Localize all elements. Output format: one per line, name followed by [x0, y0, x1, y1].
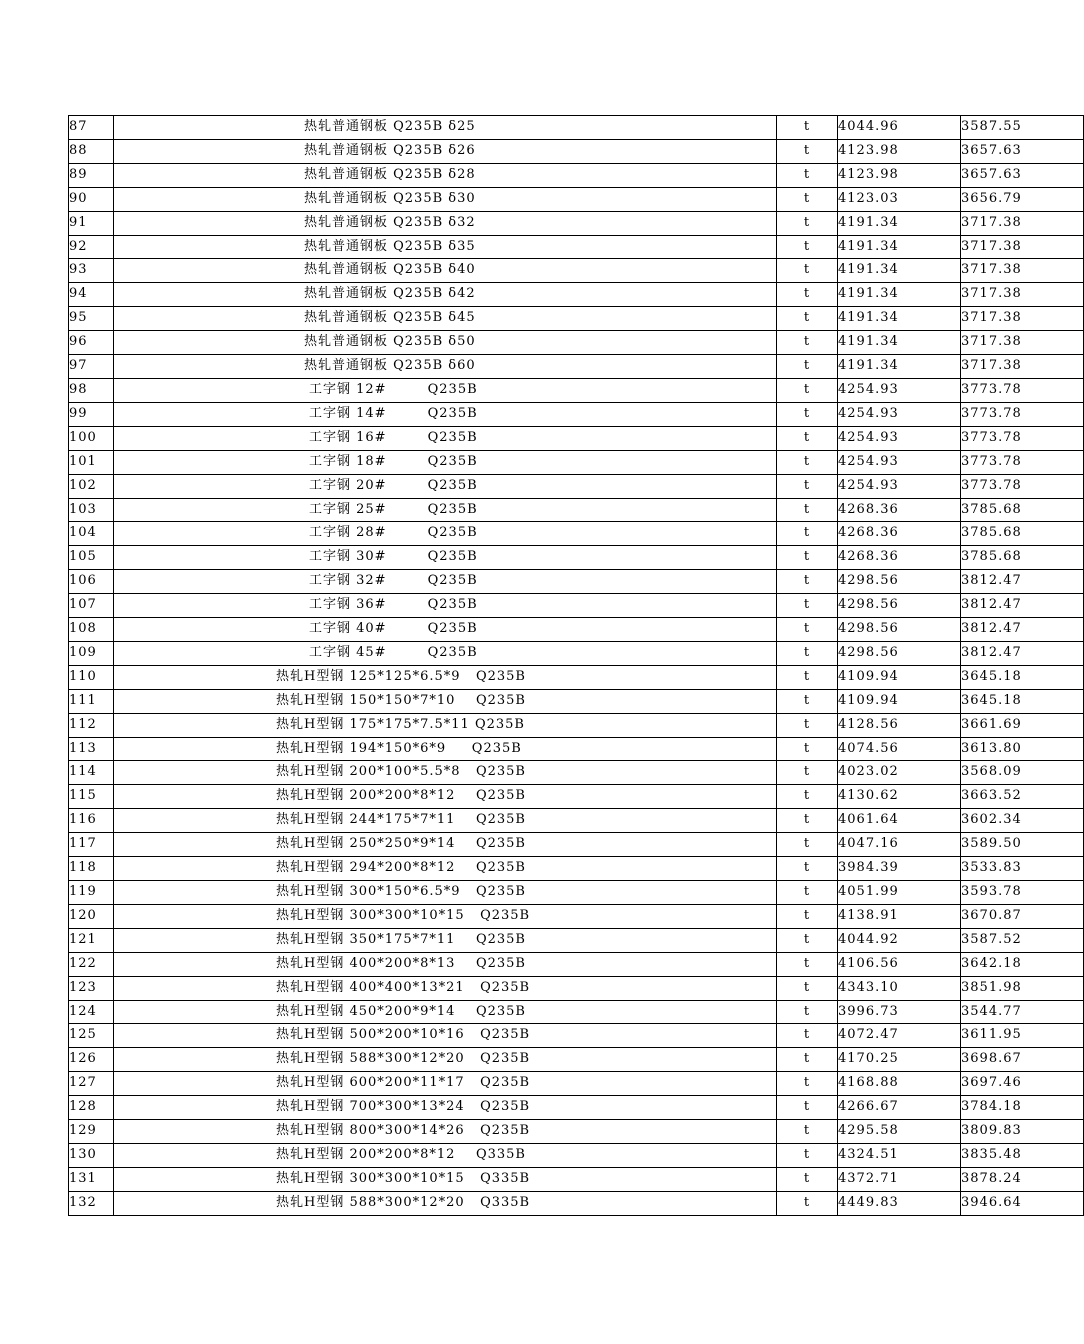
price-tax-included: 4268.36 [838, 498, 961, 522]
row-number: 130 [69, 1143, 114, 1167]
price-tax-included: 4343.10 [838, 976, 961, 1000]
price-tax-included: 4254.93 [838, 378, 961, 402]
unit: t [777, 737, 838, 761]
unit: t [777, 761, 838, 785]
price-tax-included: 4191.34 [838, 235, 961, 259]
price-tax-included: 4298.56 [838, 641, 961, 665]
price-tax-included: 4324.51 [838, 1143, 961, 1167]
price-tax-excluded: 3645.18 [961, 665, 1084, 689]
price-tax-excluded: 3785.68 [961, 498, 1084, 522]
table-row [69, 546, 1084, 570]
table-row [69, 881, 1084, 905]
row-number: 131 [69, 1167, 114, 1191]
price-tax-included: 4123.98 [838, 139, 961, 163]
material-name: 热轧H型钢 200*100*5.5*8 Q235B [114, 761, 777, 785]
row-number: 118 [69, 857, 114, 881]
row-number: 122 [69, 952, 114, 976]
price-tax-included: 4295.58 [838, 1120, 961, 1144]
unit: t [777, 450, 838, 474]
row-number: 109 [69, 641, 114, 665]
material-name: 热轧普通钢板 Q235B δ35 [114, 235, 777, 259]
table-row [69, 809, 1084, 833]
price-tax-excluded: 3602.34 [961, 809, 1084, 833]
row-number: 87 [69, 116, 114, 140]
table-row [69, 928, 1084, 952]
unit: t [777, 402, 838, 426]
unit: t [777, 498, 838, 522]
price-tax-included: 4044.96 [838, 116, 961, 140]
unit: t [777, 928, 838, 952]
table-row [69, 713, 1084, 737]
material-name: 热轧H型钢 194*150*6*9 Q235B [114, 737, 777, 761]
price-tax-included: 4191.34 [838, 211, 961, 235]
price-tax-included: 4061.64 [838, 809, 961, 833]
row-number: 120 [69, 904, 114, 928]
price-tax-excluded: 3717.38 [961, 355, 1084, 379]
price-tax-included: 4254.93 [838, 426, 961, 450]
material-name: 热轧普通钢板 Q235B δ25 [114, 116, 777, 140]
row-number: 121 [69, 928, 114, 952]
row-number: 128 [69, 1096, 114, 1120]
table-row [69, 426, 1084, 450]
table-row [69, 402, 1084, 426]
table-row [69, 187, 1084, 211]
table-row [69, 737, 1084, 761]
price-tax-excluded: 3657.63 [961, 139, 1084, 163]
row-number: 101 [69, 450, 114, 474]
material-name: 工字钢 45# Q235B [114, 641, 777, 665]
price-tax-excluded: 3533.83 [961, 857, 1084, 881]
row-number: 115 [69, 785, 114, 809]
price-tax-included: 4191.34 [838, 355, 961, 379]
table-row [69, 1167, 1084, 1191]
row-number: 88 [69, 139, 114, 163]
price-tax-excluded: 3946.64 [961, 1191, 1084, 1215]
price-tax-included: 4191.34 [838, 283, 961, 307]
price-tax-included: 4074.56 [838, 737, 961, 761]
row-number: 111 [69, 689, 114, 713]
price-tax-included: 4128.56 [838, 713, 961, 737]
price-tax-excluded: 3812.47 [961, 641, 1084, 665]
unit: t [777, 259, 838, 283]
price-tax-excluded: 3809.83 [961, 1120, 1084, 1144]
material-name: 工字钢 36# Q235B [114, 594, 777, 618]
table-row [69, 331, 1084, 355]
price-tax-excluded: 3697.46 [961, 1072, 1084, 1096]
row-number: 124 [69, 1000, 114, 1024]
material-name: 热轧H型钢 200*200*8*12 Q235B [114, 785, 777, 809]
table-row [69, 259, 1084, 283]
unit: t [777, 881, 838, 905]
unit: t [777, 1000, 838, 1024]
unit: t [777, 1120, 838, 1144]
material-name: 工字钢 12# Q235B [114, 378, 777, 402]
material-name: 热轧H型钢 588*300*12*20 Q335B [114, 1191, 777, 1215]
price-tax-excluded: 3812.47 [961, 594, 1084, 618]
material-name: 工字钢 32# Q235B [114, 570, 777, 594]
table-row [69, 378, 1084, 402]
unit: t [777, 570, 838, 594]
unit: t [777, 378, 838, 402]
price-tax-excluded: 3773.78 [961, 426, 1084, 450]
material-name: 工字钢 18# Q235B [114, 450, 777, 474]
table-row [69, 833, 1084, 857]
row-number: 114 [69, 761, 114, 785]
material-name: 热轧H型钢 294*200*8*12 Q235B [114, 857, 777, 881]
table-row [69, 1143, 1084, 1167]
row-number: 98 [69, 378, 114, 402]
table-row [69, 1096, 1084, 1120]
unit: t [777, 355, 838, 379]
unit: t [777, 235, 838, 259]
price-tax-excluded: 3642.18 [961, 952, 1084, 976]
price-tax-excluded: 3812.47 [961, 618, 1084, 642]
price-tax-excluded: 3611.95 [961, 1024, 1084, 1048]
row-number: 123 [69, 976, 114, 1000]
price-tax-included: 4372.71 [838, 1167, 961, 1191]
table-row [69, 665, 1084, 689]
unit: t [777, 618, 838, 642]
unit: t [777, 833, 838, 857]
table-row [69, 1048, 1084, 1072]
table-row [69, 952, 1084, 976]
price-tax-excluded: 3670.87 [961, 904, 1084, 928]
price-tax-excluded: 3717.38 [961, 331, 1084, 355]
unit: t [777, 785, 838, 809]
price-tax-excluded: 3851.98 [961, 976, 1084, 1000]
price-tax-included: 4051.99 [838, 881, 961, 905]
row-number: 100 [69, 426, 114, 450]
material-name: 热轧H型钢 125*125*6.5*9 Q235B [114, 665, 777, 689]
material-name: 热轧普通钢板 Q235B δ30 [114, 187, 777, 211]
price-tax-included: 4254.93 [838, 402, 961, 426]
row-number: 99 [69, 402, 114, 426]
price-tax-included: 4170.25 [838, 1048, 961, 1072]
price-tax-included: 4123.03 [838, 187, 961, 211]
row-number: 119 [69, 881, 114, 905]
unit: t [777, 1191, 838, 1215]
price-tax-excluded: 3645.18 [961, 689, 1084, 713]
price-tax-excluded: 3717.38 [961, 259, 1084, 283]
row-number: 116 [69, 809, 114, 833]
material-name: 热轧H型钢 244*175*7*11 Q235B [114, 809, 777, 833]
table-row [69, 522, 1084, 546]
material-name: 热轧H型钢 200*200*8*12 Q335B [114, 1143, 777, 1167]
material-name: 热轧H型钢 700*300*13*24 Q235B [114, 1096, 777, 1120]
material-name: 热轧普通钢板 Q235B δ28 [114, 163, 777, 187]
unit: t [777, 163, 838, 187]
material-name: 工字钢 16# Q235B [114, 426, 777, 450]
price-tax-excluded: 3656.79 [961, 187, 1084, 211]
price-tax-excluded: 3589.50 [961, 833, 1084, 857]
price-tax-excluded: 3773.78 [961, 378, 1084, 402]
row-number: 125 [69, 1024, 114, 1048]
unit: t [777, 952, 838, 976]
table-row [69, 618, 1084, 642]
unit: t [777, 1024, 838, 1048]
material-name: 热轧H型钢 250*250*9*14 Q235B [114, 833, 777, 857]
unit: t [777, 187, 838, 211]
row-number: 110 [69, 665, 114, 689]
price-tax-excluded: 3717.38 [961, 283, 1084, 307]
unit: t [777, 474, 838, 498]
material-name: 热轧H型钢 450*200*9*14 Q235B [114, 1000, 777, 1024]
price-tax-included: 4109.94 [838, 665, 961, 689]
material-name: 热轧普通钢板 Q235B δ32 [114, 211, 777, 235]
material-name: 热轧普通钢板 Q235B δ50 [114, 331, 777, 355]
price-tax-included: 4138.91 [838, 904, 961, 928]
table-row [69, 761, 1084, 785]
price-tax-excluded: 3773.78 [961, 402, 1084, 426]
unit: t [777, 139, 838, 163]
price-tax-excluded: 3587.52 [961, 928, 1084, 952]
material-name: 热轧H型钢 500*200*10*16 Q235B [114, 1024, 777, 1048]
unit: t [777, 689, 838, 713]
unit: t [777, 1096, 838, 1120]
table-body [69, 116, 1084, 1216]
material-name: 热轧H型钢 400*400*13*21 Q235B [114, 976, 777, 1000]
row-number: 96 [69, 331, 114, 355]
row-number: 89 [69, 163, 114, 187]
material-name: 工字钢 14# Q235B [114, 402, 777, 426]
row-number: 94 [69, 283, 114, 307]
unit: t [777, 1048, 838, 1072]
unit: t [777, 116, 838, 140]
table-row [69, 785, 1084, 809]
table-row [69, 116, 1084, 140]
unit: t [777, 641, 838, 665]
price-tax-excluded: 3812.47 [961, 570, 1084, 594]
unit: t [777, 976, 838, 1000]
row-number: 97 [69, 355, 114, 379]
unit: t [777, 1167, 838, 1191]
table-row [69, 904, 1084, 928]
price-tax-excluded: 3717.38 [961, 211, 1084, 235]
price-tax-excluded: 3878.24 [961, 1167, 1084, 1191]
unit: t [777, 1143, 838, 1167]
row-number: 132 [69, 1191, 114, 1215]
price-tax-included: 4109.94 [838, 689, 961, 713]
row-number: 127 [69, 1072, 114, 1096]
price-tax-included: 4047.16 [838, 833, 961, 857]
table-row [69, 1191, 1084, 1215]
price-tax-included: 3984.39 [838, 857, 961, 881]
price-tax-excluded: 3784.18 [961, 1096, 1084, 1120]
table-row [69, 163, 1084, 187]
table-row [69, 211, 1084, 235]
price-tax-included: 4023.02 [838, 761, 961, 785]
material-name: 工字钢 20# Q235B [114, 474, 777, 498]
price-tax-included: 4130.62 [838, 785, 961, 809]
row-number: 102 [69, 474, 114, 498]
table-row [69, 641, 1084, 665]
table-row [69, 976, 1084, 1000]
row-number: 104 [69, 522, 114, 546]
material-name: 热轧普通钢板 Q235B δ40 [114, 259, 777, 283]
price-tax-included: 4266.67 [838, 1096, 961, 1120]
price-tax-included: 4268.36 [838, 546, 961, 570]
table-row [69, 355, 1084, 379]
table-row [69, 498, 1084, 522]
table-row [69, 307, 1084, 331]
row-number: 113 [69, 737, 114, 761]
price-tax-excluded: 3717.38 [961, 307, 1084, 331]
price-tax-included: 4123.98 [838, 163, 961, 187]
price-tax-excluded: 3717.38 [961, 235, 1084, 259]
table-row [69, 1024, 1084, 1048]
price-tax-included: 4191.34 [838, 331, 961, 355]
material-name: 工字钢 28# Q235B [114, 522, 777, 546]
unit: t [777, 1072, 838, 1096]
price-tax-excluded: 3661.69 [961, 713, 1084, 737]
unit: t [777, 594, 838, 618]
row-number: 129 [69, 1120, 114, 1144]
row-number: 95 [69, 307, 114, 331]
row-number: 108 [69, 618, 114, 642]
price-tax-included: 4106.56 [838, 952, 961, 976]
table-row [69, 283, 1084, 307]
price-tax-included: 4268.36 [838, 522, 961, 546]
row-number: 92 [69, 235, 114, 259]
price-tax-excluded: 3663.52 [961, 785, 1084, 809]
price-tax-included: 4298.56 [838, 570, 961, 594]
table-row [69, 594, 1084, 618]
material-name: 热轧H型钢 350*175*7*11 Q235B [114, 928, 777, 952]
material-name: 热轧普通钢板 Q235B δ60 [114, 355, 777, 379]
unit: t [777, 211, 838, 235]
price-tax-included: 4449.83 [838, 1191, 961, 1215]
table-row [69, 235, 1084, 259]
price-tax-excluded: 3698.67 [961, 1048, 1084, 1072]
price-tax-excluded: 3785.68 [961, 546, 1084, 570]
price-tax-included: 4254.93 [838, 474, 961, 498]
unit: t [777, 283, 838, 307]
unit: t [777, 331, 838, 355]
material-name: 热轧H型钢 300*150*6.5*9 Q235B [114, 881, 777, 905]
price-tax-excluded: 3835.48 [961, 1143, 1084, 1167]
material-name: 工字钢 40# Q235B [114, 618, 777, 642]
table-row [69, 1072, 1084, 1096]
table-row [69, 570, 1084, 594]
material-name: 热轧H型钢 300*300*10*15 Q235B [114, 904, 777, 928]
table-row [69, 1120, 1084, 1144]
price-tax-included: 4044.92 [838, 928, 961, 952]
unit: t [777, 546, 838, 570]
price-tax-included: 4191.34 [838, 259, 961, 283]
price-tax-included: 4254.93 [838, 450, 961, 474]
unit: t [777, 522, 838, 546]
price-tax-excluded: 3613.80 [961, 737, 1084, 761]
unit: t [777, 307, 838, 331]
row-number: 117 [69, 833, 114, 857]
unit: t [777, 426, 838, 450]
price-tax-excluded: 3593.78 [961, 881, 1084, 905]
material-name: 热轧H型钢 588*300*12*20 Q235B [114, 1048, 777, 1072]
price-tax-excluded: 3785.68 [961, 522, 1084, 546]
unit: t [777, 904, 838, 928]
row-number: 105 [69, 546, 114, 570]
row-number: 106 [69, 570, 114, 594]
material-name: 热轧H型钢 300*300*10*15 Q335B [114, 1167, 777, 1191]
price-tax-excluded: 3773.78 [961, 450, 1084, 474]
row-number: 90 [69, 187, 114, 211]
row-number: 107 [69, 594, 114, 618]
unit: t [777, 857, 838, 881]
material-name: 工字钢 25# Q235B [114, 498, 777, 522]
row-number: 103 [69, 498, 114, 522]
table-row [69, 450, 1084, 474]
price-tax-included: 4298.56 [838, 618, 961, 642]
material-name: 热轧普通钢板 Q235B δ26 [114, 139, 777, 163]
price-tax-included: 4298.56 [838, 594, 961, 618]
price-tax-included: 4072.47 [838, 1024, 961, 1048]
unit: t [777, 809, 838, 833]
row-number: 126 [69, 1048, 114, 1072]
table-row [69, 689, 1084, 713]
price-tax-included: 3996.73 [838, 1000, 961, 1024]
row-number: 91 [69, 211, 114, 235]
price-tax-excluded: 3568.09 [961, 761, 1084, 785]
table-row [69, 857, 1084, 881]
row-number: 93 [69, 259, 114, 283]
table-row [69, 1000, 1084, 1024]
material-name: 热轧H型钢 800*300*14*26 Q235B [114, 1120, 777, 1144]
price-tax-included: 4191.34 [838, 307, 961, 331]
table-row [69, 139, 1084, 163]
material-name: 热轧H型钢 400*200*8*13 Q235B [114, 952, 777, 976]
unit: t [777, 713, 838, 737]
price-tax-excluded: 3773.78 [961, 474, 1084, 498]
price-tax-excluded: 3587.55 [961, 116, 1084, 140]
material-name: 工字钢 30# Q235B [114, 546, 777, 570]
material-name: 热轧普通钢板 Q235B δ42 [114, 283, 777, 307]
material-name: 热轧H型钢 175*175*7.5*11 Q235B [114, 713, 777, 737]
price-table [68, 115, 1084, 1216]
material-name: 热轧普通钢板 Q235B δ45 [114, 307, 777, 331]
table-row [69, 474, 1084, 498]
material-name: 热轧H型钢 600*200*11*17 Q235B [114, 1072, 777, 1096]
unit: t [777, 665, 838, 689]
price-tax-included: 4168.88 [838, 1072, 961, 1096]
row-number: 112 [69, 713, 114, 737]
price-tax-excluded: 3657.63 [961, 163, 1084, 187]
price-tax-excluded: 3544.77 [961, 1000, 1084, 1024]
material-name: 热轧H型钢 150*150*7*10 Q235B [114, 689, 777, 713]
